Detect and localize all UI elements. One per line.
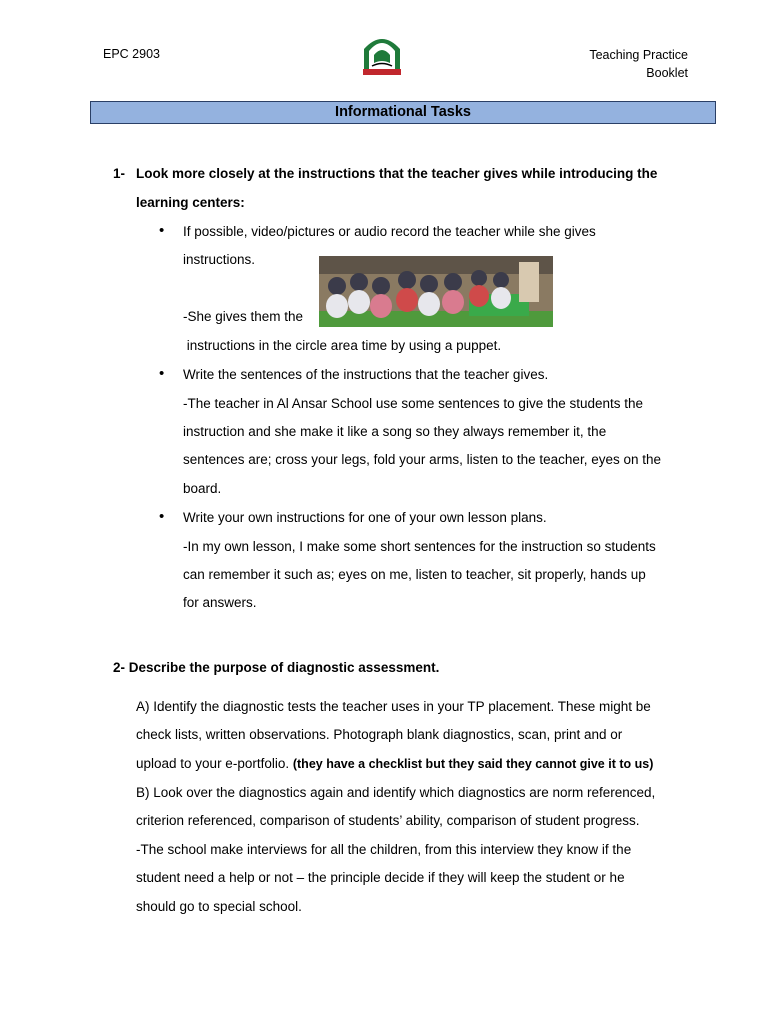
part-b-line-2: criterion referenced, comparison of students’ ability, comparison of student progress. <box>136 813 640 828</box>
answer-2-line-3: sentences are; cross your legs, fold your arms, listen to the teacher, eyes on the <box>183 452 661 467</box>
answer-3-line-1: -In my own lesson, I make some short sentences for the instruction so students <box>183 539 656 554</box>
section-banner: Informational Tasks <box>90 101 716 124</box>
answer-2-line-2: instruction and she make it like a song so they always remember it, the <box>183 424 607 439</box>
part-a-line-3 <box>136 756 653 771</box>
booklet-title <box>589 46 688 82</box>
answer-2-line-4: board. <box>183 481 222 496</box>
bullet-1-icon: • <box>159 222 165 239</box>
question-2-heading: 2- Describe the purpose of diagnostic assessment. <box>113 660 440 675</box>
bullet-2-icon: • <box>159 365 165 382</box>
answer-2-1: -The school make interviews for all the children, from this interview they know if the <box>136 842 632 857</box>
answer-2-2: student need a help or not – the principle decide if they will keep the student or he <box>136 870 625 885</box>
question-1-line-2: learning centers: <box>136 195 245 210</box>
answer-1-line-2: instructions in the circle area time by using a puppet. <box>183 338 502 353</box>
booklet-title-line1: Teaching Practice <box>589 48 688 62</box>
answer-3-line-2: can remember it such as; eyes on me, listen to teacher, sit properly, hands up <box>183 567 646 582</box>
classroom-photo <box>319 256 553 327</box>
answer-2-line-1: -The teacher in Al Ansar School use some sentences to give the students the <box>183 396 644 411</box>
bullet-3-icon: • <box>159 508 165 525</box>
bullet-1-line-1: If possible, video/pictures or audio record the teacher while she gives <box>183 224 596 239</box>
question-number-1: 1- <box>113 166 126 181</box>
classroom-photo-icon <box>319 256 553 327</box>
question-1-line-1: Look more closely at the instructions that the teacher gives while introducing the <box>136 166 658 181</box>
part-a-line-1: A) Identify the diagnostic tests the teacher uses in your TP placement. These might be <box>136 699 651 714</box>
answer-3-line-3: for answers. <box>183 595 257 610</box>
part-a-line-2: check lists, written observations. Photograph blank diagnostics, scan, print and or <box>136 727 623 742</box>
bullet-2-line-1: Write the sentences of the instructions that the teacher gives. <box>183 367 549 382</box>
part-a-line-3-text: upload to your e-portfolio. <box>136 756 293 771</box>
part-b-line-1: B) Look over the diagnostics again and identify which diagnostics are norm referenced, <box>136 785 656 800</box>
university-crest-icon <box>360 33 404 77</box>
answer-1-line-1: -She gives them the <box>183 309 304 324</box>
bullet-3-line-1: Write your own instructions for one of your own lesson plans. <box>183 510 547 525</box>
answer-2-3: should go to special school. <box>136 899 302 914</box>
part-a-note: (they have a checklist but they said they cannot give it to us) <box>292 757 654 771</box>
bullet-1-line-2: instructions. <box>183 252 256 267</box>
booklet-title-line2: Booklet <box>646 66 688 80</box>
course-code: EPC 2903 <box>103 47 160 61</box>
